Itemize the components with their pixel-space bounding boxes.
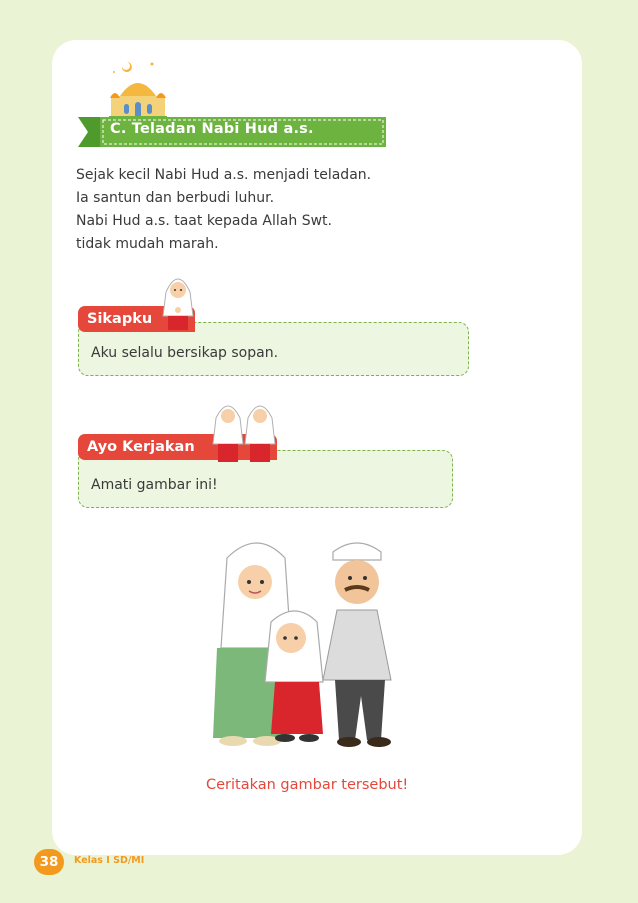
- page-number: 38: [34, 849, 64, 875]
- sikapku-text: Aku selalu bersikap sopan.: [91, 345, 279, 361]
- intro-line: Sejak kecil Nabi Hud a.s. menjadi teladan.: [76, 167, 372, 183]
- footer-text: Kelas I SD/MI: [74, 855, 145, 866]
- intro-paragraph: [76, 164, 371, 256]
- caption: Ceritakan gambar tersebut!: [206, 777, 409, 793]
- family-illustration: [205, 538, 405, 748]
- intro-line: Nabi Hud a.s. taat kepada Allah Swt.: [76, 213, 332, 229]
- intro-line: Ia santun dan berbudi luhur.: [76, 190, 275, 206]
- intro-line: tidak mudah marah.: [76, 236, 219, 252]
- ayo-kerjakan-tab: Ayo Kerjakan: [78, 434, 277, 460]
- sikapku-tab: Sikapku: [78, 306, 195, 332]
- girl-praying-icon: [160, 272, 196, 336]
- ayo-kerjakan-text: Amati gambar ini!: [91, 477, 218, 493]
- mosque-icon: [106, 58, 170, 120]
- two-girls-icon: [212, 400, 278, 468]
- section-title: C. Teladan Nabi Hud a.s.: [110, 121, 314, 137]
